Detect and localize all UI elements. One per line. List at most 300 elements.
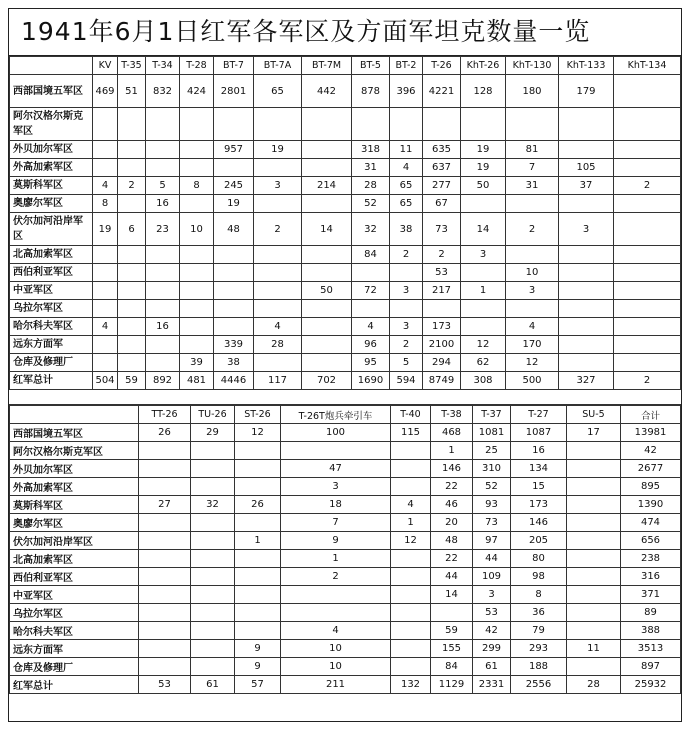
table-cell: 28 (567, 676, 621, 694)
tank-table-part2 (9, 405, 681, 694)
table-cell (614, 336, 681, 354)
table-cell: 22 (431, 550, 473, 568)
table-cell: 2 (254, 213, 302, 246)
table-cell (506, 300, 559, 318)
table-cell: 1 (235, 532, 281, 550)
table-cell: 20 (431, 514, 473, 532)
column-header: T-26T炮兵牵引车 (281, 406, 391, 424)
table-cell (391, 622, 431, 640)
row-label: 中亚军区 (10, 586, 139, 604)
header-corner (10, 406, 139, 424)
table-row (10, 622, 681, 640)
table-cell (180, 318, 214, 336)
table-cell: 117 (254, 372, 302, 390)
tank-table-part1 (9, 56, 681, 390)
table-cell: 38 (214, 354, 254, 372)
table-cell: 442 (302, 75, 352, 108)
table-cell: 2677 (621, 460, 681, 478)
table-cell (118, 300, 146, 318)
table-cell (559, 141, 614, 159)
table-row (10, 318, 681, 336)
document-page (8, 8, 682, 722)
table-cell (614, 195, 681, 213)
header-corner (10, 57, 93, 75)
table-cell: 146 (431, 460, 473, 478)
table-cell: 3 (254, 177, 302, 195)
table-cell: 62 (461, 354, 506, 372)
table-cell: 31 (506, 177, 559, 195)
table-cell (567, 658, 621, 676)
table-cell (214, 264, 254, 282)
column-header: 合计 (621, 406, 681, 424)
table-cell: 51 (118, 75, 146, 108)
table-cell (614, 354, 681, 372)
table-cell: 73 (423, 213, 461, 246)
table-cell: 59 (431, 622, 473, 640)
table-cell (180, 282, 214, 300)
table-cell (191, 442, 235, 460)
table-row (10, 586, 681, 604)
table-cell: 65 (254, 75, 302, 108)
table-cell (423, 300, 461, 318)
table-cell: 2 (614, 177, 681, 195)
row-label: 阿尔汉格尔斯克军区 (10, 108, 93, 141)
table-cell (139, 550, 191, 568)
table-cell: 57 (235, 676, 281, 694)
table-cell: 42 (473, 622, 511, 640)
table-cell: 6 (118, 213, 146, 246)
table-row (10, 532, 681, 550)
table-cell: 84 (352, 246, 390, 264)
table-cell (214, 300, 254, 318)
table-cell (139, 658, 191, 676)
table-cell (235, 622, 281, 640)
table-cell: 155 (431, 640, 473, 658)
table-cell: 2331 (473, 676, 511, 694)
table-cell: 81 (506, 141, 559, 159)
table-cell (567, 460, 621, 478)
table-cell (93, 264, 118, 282)
table-cell (567, 532, 621, 550)
table-row (10, 282, 681, 300)
table-cell: 3 (461, 246, 506, 264)
table-cell: 2 (423, 246, 461, 264)
table-cell: 10 (281, 658, 391, 676)
table-cell: 53 (423, 264, 461, 282)
table-cell: 16 (146, 195, 180, 213)
row-label: 西伯利亚军区 (10, 264, 93, 282)
table-cell (506, 108, 559, 141)
table-cell: 14 (302, 213, 352, 246)
table-cell: 50 (302, 282, 352, 300)
row-label: 莫斯科军区 (10, 177, 93, 195)
table-row (10, 604, 681, 622)
table-cell (191, 460, 235, 478)
table-cell: 42 (621, 442, 681, 460)
table-cell (146, 108, 180, 141)
table-cell: 310 (473, 460, 511, 478)
table-cell (93, 300, 118, 318)
table-cell: 4221 (423, 75, 461, 108)
table-cell: 2 (281, 568, 391, 586)
table-cell: 179 (559, 75, 614, 108)
table-cell: 895 (621, 478, 681, 496)
table-cell: 132 (391, 676, 431, 694)
table-cell: 29 (191, 424, 235, 442)
column-header: T-26 (423, 57, 461, 75)
table-cell (139, 514, 191, 532)
table-cell: 188 (511, 658, 567, 676)
table-cell: 11 (567, 640, 621, 658)
table-cell (191, 478, 235, 496)
table-cell (191, 568, 235, 586)
table-cell (146, 159, 180, 177)
table-cell (567, 496, 621, 514)
table-cell (391, 604, 431, 622)
table-cell: 96 (352, 336, 390, 354)
column-header: TU-26 (191, 406, 235, 424)
column-header: T-37 (473, 406, 511, 424)
table-cell: 339 (214, 336, 254, 354)
table-cell: 19 (254, 141, 302, 159)
table-cell: 89 (621, 604, 681, 622)
table-cell (302, 264, 352, 282)
table-cell: 318 (352, 141, 390, 159)
table-cell: 28 (352, 177, 390, 195)
table-cell (614, 264, 681, 282)
table-cell (559, 300, 614, 318)
table-row (10, 640, 681, 658)
table-cell: 97 (473, 532, 511, 550)
table-cell (461, 318, 506, 336)
table-cell (567, 550, 621, 568)
table-cell: 72 (352, 282, 390, 300)
table-cell (254, 159, 302, 177)
table-cell (191, 514, 235, 532)
table-cell: 53 (473, 604, 511, 622)
table-cell: 3 (390, 282, 423, 300)
table-cell: 79 (511, 622, 567, 640)
table-cell: 27 (139, 496, 191, 514)
table-cell (302, 354, 352, 372)
table-cell (567, 568, 621, 586)
table-cell: 15 (511, 478, 567, 496)
table-cell: 1 (461, 282, 506, 300)
table-cell: 25932 (621, 676, 681, 694)
table-cell: 84 (431, 658, 473, 676)
table-cell (559, 336, 614, 354)
table-cell: 16 (146, 318, 180, 336)
row-label: 远东方面军 (10, 336, 93, 354)
table-cell (191, 640, 235, 658)
row-label: 中亚军区 (10, 282, 93, 300)
table-cell: 12 (391, 532, 431, 550)
table-cell (180, 108, 214, 141)
table-cell: 134 (511, 460, 567, 478)
table-cell (391, 640, 431, 658)
table-cell: 19 (461, 159, 506, 177)
table-cell (352, 264, 390, 282)
column-header: KhT-26 (461, 57, 506, 75)
table-cell: 656 (621, 532, 681, 550)
table-cell (235, 568, 281, 586)
table-cell (423, 108, 461, 141)
table-cell (214, 318, 254, 336)
table-cell (214, 282, 254, 300)
table-cell: 9 (281, 532, 391, 550)
table-cell: 2 (390, 246, 423, 264)
table-cell: 28 (254, 336, 302, 354)
table-cell: 424 (180, 75, 214, 108)
table-cell: 59 (118, 372, 146, 390)
table-cell (254, 246, 302, 264)
table-cell: 388 (621, 622, 681, 640)
table-cell: 7 (506, 159, 559, 177)
table-cell: 146 (511, 514, 567, 532)
table-cell: 371 (621, 586, 681, 604)
table-cell: 65 (390, 195, 423, 213)
table-cell (431, 604, 473, 622)
table-cell (139, 568, 191, 586)
table-cell (614, 141, 681, 159)
row-label: 北高加索军区 (10, 550, 139, 568)
table-cell (146, 354, 180, 372)
table-cell (352, 108, 390, 141)
row-label: 伏尔加河沿岸军区 (10, 532, 139, 550)
table-cell: 308 (461, 372, 506, 390)
table-cell (391, 568, 431, 586)
row-label: 仓库及修理厂 (10, 658, 139, 676)
table-cell (391, 658, 431, 676)
table-cell (302, 318, 352, 336)
table-cell (93, 354, 118, 372)
column-header: T-27 (511, 406, 567, 424)
column-header: T-34 (146, 57, 180, 75)
table-cell (559, 318, 614, 336)
table-cell (180, 246, 214, 264)
table-cell (191, 532, 235, 550)
table-cell (506, 195, 559, 213)
table-cell: 44 (431, 568, 473, 586)
column-header: T-40 (391, 406, 431, 424)
table-cell (180, 195, 214, 213)
table-cell: 217 (423, 282, 461, 300)
table-cell (567, 514, 621, 532)
table-cell: 294 (423, 354, 461, 372)
table-cell (614, 213, 681, 246)
table-cell (118, 282, 146, 300)
table-cell: 316 (621, 568, 681, 586)
table-cell: 500 (506, 372, 559, 390)
column-header: SU-5 (567, 406, 621, 424)
table-row (10, 478, 681, 496)
table-row (10, 264, 681, 282)
table-cell: 10 (180, 213, 214, 246)
table-cell: 10 (281, 640, 391, 658)
row-label: 外贝加尔军区 (10, 141, 93, 159)
table-cell: 702 (302, 372, 352, 390)
table-row (10, 354, 681, 372)
row-label: 奥廖尔军区 (10, 195, 93, 213)
table-cell: 2 (118, 177, 146, 195)
table-cell (191, 604, 235, 622)
table-cell: 892 (146, 372, 180, 390)
table-cell: 1081 (473, 424, 511, 442)
table-cell: 468 (431, 424, 473, 442)
table-cell (93, 336, 118, 354)
table-cell: 878 (352, 75, 390, 108)
row-label: 红军总计 (10, 372, 93, 390)
column-header: KhT-133 (559, 57, 614, 75)
table-cell (191, 622, 235, 640)
table-cell (352, 300, 390, 318)
table-cell (567, 604, 621, 622)
table-cell: 8 (93, 195, 118, 213)
column-header: BT-7A (254, 57, 302, 75)
table-cell: 9 (235, 658, 281, 676)
column-header: ST-26 (235, 406, 281, 424)
table-cell: 37 (559, 177, 614, 195)
table-cell: 93 (473, 496, 511, 514)
table-gap (9, 390, 681, 405)
table-cell: 23 (146, 213, 180, 246)
table-cell: 39 (180, 354, 214, 372)
table-cell (214, 246, 254, 264)
row-label: 哈尔科夫军区 (10, 318, 93, 336)
table-cell (146, 282, 180, 300)
table-cell: 4 (390, 159, 423, 177)
row-label: 伏尔加河沿岸军区 (10, 213, 93, 246)
table-cell: 12 (461, 336, 506, 354)
row-label: 莫斯科军区 (10, 496, 139, 514)
table-cell (214, 159, 254, 177)
table-cell (235, 550, 281, 568)
table-cell: 635 (423, 141, 461, 159)
table-cell (146, 336, 180, 354)
row-label: 北高加索军区 (10, 246, 93, 264)
table-cell (93, 108, 118, 141)
table-cell: 50 (461, 177, 506, 195)
table-cell: 14 (431, 586, 473, 604)
table-cell: 11 (390, 141, 423, 159)
table-cell: 105 (559, 159, 614, 177)
row-label: 乌拉尔军区 (10, 300, 93, 318)
table-cell: 8 (511, 586, 567, 604)
table-cell: 1129 (431, 676, 473, 694)
table-cell (614, 282, 681, 300)
table-cell: 7 (281, 514, 391, 532)
table-cell (146, 141, 180, 159)
table-cell: 3 (281, 478, 391, 496)
table-cell: 3 (559, 213, 614, 246)
table-cell (146, 300, 180, 318)
table-cell (180, 336, 214, 354)
table-cell (191, 658, 235, 676)
table-cell: 3 (506, 282, 559, 300)
table-cell (391, 442, 431, 460)
table-cell (281, 442, 391, 460)
table-cell: 214 (302, 177, 352, 195)
table-cell (281, 604, 391, 622)
table-cell: 4 (93, 318, 118, 336)
table-cell (118, 246, 146, 264)
table-cell (391, 550, 431, 568)
table-row (10, 658, 681, 676)
table-cell (302, 300, 352, 318)
table-cell (614, 159, 681, 177)
table-cell (390, 300, 423, 318)
table-cell (235, 442, 281, 460)
table-cell (461, 300, 506, 318)
table-row (10, 372, 681, 390)
table-cell (139, 460, 191, 478)
table-cell (118, 354, 146, 372)
table-row (10, 496, 681, 514)
column-header: BT-7M (302, 57, 352, 75)
table-cell (118, 336, 146, 354)
table-cell: 47 (281, 460, 391, 478)
table-cell: 5 (146, 177, 180, 195)
row-label: 外高加索军区 (10, 478, 139, 496)
table-row (10, 676, 681, 694)
table-row (10, 514, 681, 532)
table-cell: 205 (511, 532, 567, 550)
table-cell (191, 550, 235, 568)
table-cell (302, 195, 352, 213)
table-cell (118, 318, 146, 336)
table-cell (235, 460, 281, 478)
row-label: 远东方面军 (10, 640, 139, 658)
column-header: KV (93, 57, 118, 75)
table-cell: 2100 (423, 336, 461, 354)
table-cell (180, 141, 214, 159)
table-cell (391, 478, 431, 496)
table-cell (614, 318, 681, 336)
column-header: T-28 (180, 57, 214, 75)
table-cell: 9 (235, 640, 281, 658)
table-cell: 4 (281, 622, 391, 640)
table-cell: 1 (431, 442, 473, 460)
table-cell (461, 108, 506, 141)
row-label: 仓库及修理厂 (10, 354, 93, 372)
table-cell (146, 264, 180, 282)
table-cell (235, 514, 281, 532)
table-cell (118, 159, 146, 177)
table-cell: 3 (473, 586, 511, 604)
table-row (10, 195, 681, 213)
table-cell (139, 442, 191, 460)
table-cell (139, 586, 191, 604)
table-cell: 52 (352, 195, 390, 213)
table-cell: 46 (431, 496, 473, 514)
table-cell (93, 246, 118, 264)
row-label: 西部国境五军区 (10, 424, 139, 442)
table-cell: 31 (352, 159, 390, 177)
table-cell: 100 (281, 424, 391, 442)
table-cell: 18 (281, 496, 391, 514)
table-cell: 26 (235, 496, 281, 514)
table-cell: 95 (352, 354, 390, 372)
table-cell: 2556 (511, 676, 567, 694)
table-cell: 277 (423, 177, 461, 195)
table-cell: 22 (431, 478, 473, 496)
column-header: KhT-130 (506, 57, 559, 75)
table-cell (391, 460, 431, 478)
table-cell (461, 264, 506, 282)
table-cell (614, 300, 681, 318)
table-cell: 2801 (214, 75, 254, 108)
table-cell (302, 141, 352, 159)
